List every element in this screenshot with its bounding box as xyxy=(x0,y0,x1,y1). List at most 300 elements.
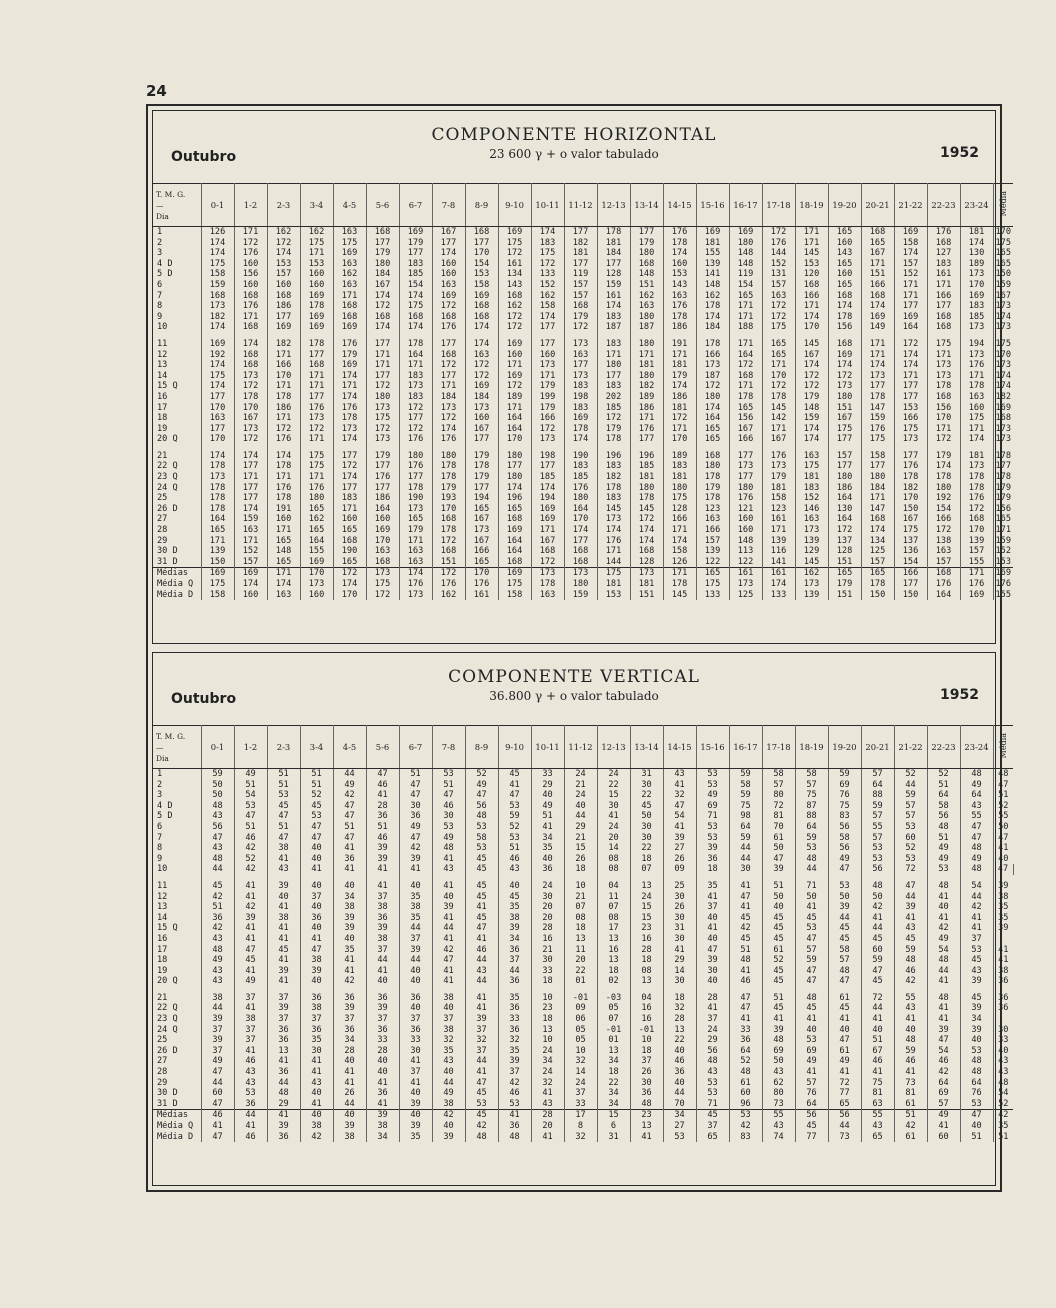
table-cell: 46 xyxy=(498,854,531,865)
table-cell: 183 xyxy=(564,461,597,472)
table-cell: 44 xyxy=(333,1099,366,1110)
table-row xyxy=(153,769,1013,780)
table-cell: 174 xyxy=(597,301,630,312)
table-cell: 174 xyxy=(663,248,696,259)
table-cell: 41 xyxy=(234,881,267,892)
table-cell: 189 xyxy=(663,451,696,462)
table-cell: 181 xyxy=(630,472,663,483)
table-cell: 168 xyxy=(498,291,531,302)
table-cell: 39 xyxy=(234,913,267,924)
table-cell: 163 xyxy=(795,451,828,462)
table-cell: 47 xyxy=(894,881,927,892)
table-cell: 37 xyxy=(366,1014,399,1025)
mean-cell: 55 xyxy=(762,1110,795,1121)
table-cell: 57 xyxy=(861,833,894,844)
table-cell: 53 xyxy=(960,945,993,956)
table-cell: 65 xyxy=(828,1099,861,1110)
table-cell: 171 xyxy=(333,381,366,392)
mean-cell: 40 xyxy=(432,1121,465,1132)
table-cell: 169 xyxy=(894,227,927,238)
table-cell: 42 xyxy=(498,1078,531,1089)
day-header-line: T. M. G. xyxy=(156,189,186,199)
hour-column-header: 10-11 xyxy=(531,184,564,227)
table-cell: 41 xyxy=(894,913,927,924)
table-cell: 173 xyxy=(465,403,498,414)
table-cell: 156 xyxy=(729,413,762,424)
table-cell: 139 xyxy=(960,536,993,547)
table-cell: 180 xyxy=(927,483,960,494)
table-cell: 166 xyxy=(894,413,927,424)
table-row xyxy=(153,1056,1013,1067)
mean-cell: 171 xyxy=(267,568,300,579)
table-cell: 47 xyxy=(828,976,861,987)
table-cell: 170 xyxy=(234,403,267,414)
mean-cell: 150 xyxy=(861,590,894,601)
table-cell: 47 xyxy=(333,811,366,822)
table-cell: 08 xyxy=(597,864,630,875)
table-cell: 160 xyxy=(960,403,993,414)
table-cell: 185 xyxy=(531,472,564,483)
table-cell: 53 xyxy=(696,780,729,791)
table-cell: 30 xyxy=(399,1046,432,1057)
mean-cell: 176 xyxy=(960,579,993,590)
table-cell: 48 xyxy=(201,854,234,865)
day-label: 24 Q xyxy=(153,1025,201,1036)
table-cell: 64 xyxy=(795,1099,828,1110)
table-cell: 191 xyxy=(267,504,300,515)
table-cell: 24 xyxy=(597,769,630,780)
table-row xyxy=(153,461,1013,472)
table-cell: 54 xyxy=(998,1088,1009,1099)
table-cell: 175 xyxy=(762,322,795,333)
table-cell: 177 xyxy=(399,413,432,424)
table-cell: 11 xyxy=(564,945,597,956)
table-cell: 64 xyxy=(729,822,762,833)
table-cell: 176 xyxy=(762,451,795,462)
table-cell: 158 xyxy=(465,280,498,291)
table-cell: 53 xyxy=(465,843,498,854)
table-row xyxy=(153,1099,1013,1110)
table-cell: 180 xyxy=(630,312,663,323)
mean-cell: 42 xyxy=(465,1121,498,1132)
table-cell: 42 xyxy=(432,945,465,956)
table-cell: 182 xyxy=(995,391,1012,402)
table-cell: 42 xyxy=(234,843,267,854)
table-cell: 44 xyxy=(267,1078,300,1089)
hour-column-header: 2-3 xyxy=(267,726,300,769)
table-cell: 174 xyxy=(696,403,729,414)
table-cell: 160 xyxy=(729,514,762,525)
table-cell: 174 xyxy=(333,392,366,403)
table-cell: 49 xyxy=(201,955,234,966)
table-cell: 53 xyxy=(894,854,927,865)
table-row xyxy=(153,892,1013,903)
table-cell: 40 xyxy=(498,881,531,892)
table-cell: 16 xyxy=(630,1014,663,1025)
table-cell: 41 xyxy=(828,1067,861,1078)
table-cell: 170 xyxy=(267,371,300,382)
table-cell: 180 xyxy=(597,360,630,371)
mean-cell: 8 xyxy=(564,1121,597,1132)
table-cell: 53 xyxy=(795,843,828,854)
mean-cell: 20 xyxy=(531,1121,564,1132)
table-cell: 184 xyxy=(432,392,465,403)
table-cell: 163 xyxy=(762,291,795,302)
table-cell: 14 xyxy=(564,1067,597,1078)
table-cell: 47 xyxy=(234,811,267,822)
table-cell: 172 xyxy=(498,248,531,259)
table-cell: 18 xyxy=(564,864,597,875)
table-cell: 157 xyxy=(234,557,267,568)
table-cell: 51 xyxy=(366,822,399,833)
table-cell: 39 xyxy=(960,976,993,987)
table-cell: 183 xyxy=(597,339,630,350)
day-column-header xyxy=(153,726,201,769)
horizontal-header xyxy=(153,111,995,183)
table-cell: 167 xyxy=(432,227,465,238)
table-cell: 41 xyxy=(399,1078,432,1089)
table-cell: 43 xyxy=(531,1099,564,1110)
table-cell: 53 xyxy=(828,881,861,892)
table-cell: 36 xyxy=(630,1088,663,1099)
table-cell: 64 xyxy=(861,780,894,791)
mean-cell: 170 xyxy=(465,568,498,579)
table-cell: 176 xyxy=(399,461,432,472)
table-cell: 172 xyxy=(762,381,795,392)
table-cell: 179 xyxy=(795,392,828,403)
table-cell: 168 xyxy=(498,514,531,525)
table-cell: 71 xyxy=(795,881,828,892)
mean-cell: 169 xyxy=(960,590,993,601)
table-cell: 39 xyxy=(333,913,366,924)
table-cell: 43 xyxy=(696,1067,729,1078)
table-cell: 48 xyxy=(894,1035,927,1046)
table-cell: 180 xyxy=(696,392,729,403)
table-cell: 177 xyxy=(234,483,267,494)
table-cell: 196 xyxy=(597,451,630,462)
table-cell: 59 xyxy=(894,945,927,956)
day-label: 6 xyxy=(153,280,201,291)
table-cell: 44 xyxy=(729,843,762,854)
hour-column-header: 17-18 xyxy=(762,726,795,769)
day-label: 29 xyxy=(153,536,201,547)
table-cell: 186 xyxy=(630,403,663,414)
table-cell: 33 xyxy=(366,1035,399,1046)
table-cell: 24 xyxy=(630,892,663,903)
table-row xyxy=(153,881,1013,892)
table-cell: 161 xyxy=(927,269,960,280)
table-cell: 15 xyxy=(597,790,630,801)
table-cell: 172 xyxy=(498,312,531,323)
table-cell: 173 xyxy=(995,301,1012,312)
day-label: 17 xyxy=(153,945,201,956)
table-cell: 186 xyxy=(828,483,861,494)
table-cell: 177 xyxy=(201,392,234,403)
table-cell: 175 xyxy=(300,461,333,472)
mean-cell: 161 xyxy=(762,568,795,579)
table-cell: 168 xyxy=(366,227,399,238)
table-cell: 43 xyxy=(465,966,498,977)
table-cell: 175 xyxy=(333,238,366,249)
day-label: 22 Q xyxy=(153,461,201,472)
table-cell: 173 xyxy=(960,461,993,472)
table-cell: 168 xyxy=(795,280,828,291)
table-cell: 170 xyxy=(663,434,696,445)
table-cell: 168 xyxy=(960,514,993,525)
table-cell: 151 xyxy=(828,557,861,568)
table-cell: 167 xyxy=(465,424,498,435)
table-cell: 176 xyxy=(300,403,333,414)
table-cell: 163 xyxy=(465,350,498,361)
table-cell: 178 xyxy=(995,472,1012,483)
mean-cell: 178 xyxy=(861,579,894,590)
table-cell: 199 xyxy=(531,392,564,403)
mean-cell: 41 xyxy=(531,1132,564,1143)
mean-cell: 169 xyxy=(201,568,234,579)
table-cell: 160 xyxy=(300,269,333,280)
table-cell: 46 xyxy=(366,833,399,844)
table-cell: 176 xyxy=(234,301,267,312)
day-label: 23 Q xyxy=(153,1014,201,1025)
table-cell: 07 xyxy=(597,1014,630,1025)
table-cell: 174 xyxy=(333,472,366,483)
table-cell: 38 xyxy=(267,913,300,924)
table-cell: 63 xyxy=(861,1099,894,1110)
table-cell: 166 xyxy=(861,280,894,291)
mean-cell: 176 xyxy=(995,579,1012,589)
table-cell: 55 xyxy=(894,993,927,1004)
day-label: 3 xyxy=(153,248,201,259)
table-cell: 179 xyxy=(995,482,1012,493)
table-cell: 40 xyxy=(300,881,333,892)
table-cell: 178 xyxy=(927,381,960,392)
table-cell: 05 xyxy=(564,1035,597,1046)
table-cell: 46 xyxy=(366,780,399,791)
table-cell: 40 xyxy=(432,1003,465,1014)
mean-cell: 77 xyxy=(795,1132,828,1143)
table-cell: 184 xyxy=(465,392,498,403)
table-cell: 30 xyxy=(399,801,432,812)
table-cell xyxy=(993,934,1013,945)
table-cell: 59 xyxy=(894,1046,927,1057)
table-cell: 168 xyxy=(498,557,531,568)
table-cell: 170 xyxy=(795,322,828,333)
table-cell: 180 xyxy=(498,451,531,462)
table-cell: 178 xyxy=(630,493,663,504)
table-cell: 48 xyxy=(795,993,828,1004)
mean-row xyxy=(153,579,1013,590)
table-cell: 40 xyxy=(333,1056,366,1067)
table-cell: 36 xyxy=(333,854,366,865)
table-cell: 165 xyxy=(828,259,861,270)
table-cell: 180 xyxy=(696,461,729,472)
mean-cell: 175 xyxy=(696,579,729,590)
table-cell: 167 xyxy=(729,424,762,435)
table-cell: 174 xyxy=(861,301,894,312)
table-cell: 67 xyxy=(861,1046,894,1057)
table-cell: 42 xyxy=(894,976,927,987)
table-cell: 53 xyxy=(696,833,729,844)
table-cell: 150 xyxy=(894,504,927,515)
table-cell: 149 xyxy=(861,322,894,333)
table-cell: 164 xyxy=(564,504,597,515)
table-cell: 172 xyxy=(663,413,696,424)
table-cell: 53 xyxy=(861,843,894,854)
table-cell: 57 xyxy=(894,811,927,822)
table-cell: 177 xyxy=(894,381,927,392)
table-cell: 175 xyxy=(399,301,432,312)
mean-column-header: Média xyxy=(998,191,1008,217)
table-cell: 167 xyxy=(795,350,828,361)
table-cell: 30 xyxy=(663,892,696,903)
table-cell: 45 xyxy=(234,955,267,966)
table-cell: 41 xyxy=(267,934,300,945)
mean-cell: 53 xyxy=(663,1132,696,1143)
table-cell: 48 xyxy=(762,1035,795,1046)
mean-cell: 32 xyxy=(564,1132,597,1143)
day-label: 13 xyxy=(153,360,201,371)
table-cell: 61 xyxy=(762,945,795,956)
table-cell: 43 xyxy=(300,1078,333,1089)
table-cell: 173 xyxy=(333,424,366,435)
table-cell: 75 xyxy=(795,790,828,801)
table-cell: 32 xyxy=(663,1003,696,1014)
table-cell: 64 xyxy=(927,1078,960,1089)
table-cell: 50 xyxy=(201,780,234,791)
table-cell: 40 xyxy=(696,976,729,987)
table-row xyxy=(153,483,1013,494)
table-cell: 175 xyxy=(300,451,333,462)
table-cell: 167 xyxy=(762,434,795,445)
table-cell: 47 xyxy=(762,854,795,865)
table-cell: 37 xyxy=(465,1046,498,1057)
table-cell: 172 xyxy=(564,322,597,333)
day-label: 2 xyxy=(153,238,201,249)
table-cell: 27 xyxy=(663,843,696,854)
table-cell: 177 xyxy=(366,339,399,350)
table-cell: 187 xyxy=(597,322,630,333)
table-cell: 30 xyxy=(998,1024,1009,1035)
table-cell: 159 xyxy=(995,279,1012,290)
table-cell: 72 xyxy=(762,801,795,812)
mean-cell: 37 xyxy=(696,1121,729,1132)
table-cell: 173 xyxy=(201,472,234,483)
table-cell: 171 xyxy=(267,381,300,392)
horizontal-month: Outubro xyxy=(171,149,237,165)
table-cell: 173 xyxy=(300,413,333,424)
table-cell: 07 xyxy=(630,864,663,875)
table-cell: 48 xyxy=(960,864,993,875)
table-cell: 174 xyxy=(960,238,993,249)
mean-cell: 174 xyxy=(762,579,795,590)
table-cell: 174 xyxy=(267,248,300,259)
table-cell: 47 xyxy=(729,1003,762,1014)
table-cell: 202 xyxy=(597,392,630,403)
table-cell: 41 xyxy=(300,1056,333,1067)
table-cell: 38 xyxy=(234,1014,267,1025)
table-cell: 160 xyxy=(663,259,696,270)
table-cell: 171 xyxy=(729,312,762,323)
table-cell: 165 xyxy=(729,291,762,302)
mean-cell: 51 xyxy=(960,1132,993,1143)
table-cell: 36 xyxy=(663,1067,696,1078)
table-cell: 54 xyxy=(927,1046,960,1057)
table-cell: 42 xyxy=(333,976,366,987)
table-cell: 172 xyxy=(531,259,564,270)
mean-cell: 172 xyxy=(366,590,399,601)
mean-cell: 74 xyxy=(762,1132,795,1143)
mean-column-header-cell xyxy=(993,184,1013,227)
table-cell: 178 xyxy=(267,392,300,403)
day-label: 13 xyxy=(153,902,201,913)
table-cell: 160 xyxy=(234,280,267,291)
table-cell: 176 xyxy=(894,461,927,472)
vertical-table xyxy=(153,725,1013,1142)
table-cell: 194 xyxy=(531,493,564,504)
table-cell: 171 xyxy=(861,259,894,270)
hour-column-header: 7-8 xyxy=(432,726,465,769)
table-cell: 174 xyxy=(795,434,828,445)
table-cell: 163 xyxy=(564,350,597,361)
mean-cell: 42 xyxy=(993,1110,1013,1121)
mean-cell: 44 xyxy=(234,1110,267,1121)
table-cell: 160 xyxy=(234,259,267,270)
table-cell: 174 xyxy=(663,381,696,392)
table-row xyxy=(153,451,1013,462)
table-cell: 170 xyxy=(995,349,1012,360)
table-cell: 183 xyxy=(564,381,597,392)
table-cell: 51 xyxy=(201,902,234,913)
table-cell: 175 xyxy=(201,259,234,270)
table-cell: 145 xyxy=(630,504,663,515)
table-cell: 150 xyxy=(201,557,234,568)
table-cell: 169 xyxy=(333,360,366,371)
table-cell: 58 xyxy=(795,769,828,780)
table-cell: 163 xyxy=(366,546,399,557)
table-cell: 44 xyxy=(663,1088,696,1099)
table-cell: 49 xyxy=(927,843,960,854)
table-cell: 88 xyxy=(861,790,894,801)
table-cell: 40 xyxy=(366,1056,399,1067)
table-cell: 44 xyxy=(861,1003,894,1014)
day-label: 17 xyxy=(153,403,201,414)
table-cell: 45 xyxy=(762,966,795,977)
hour-column-header: 13-14 xyxy=(630,726,663,769)
table-cell: 165 xyxy=(762,339,795,350)
table-cell: 29 xyxy=(531,780,564,791)
mean-cell: 35 xyxy=(998,1121,1009,1131)
table-row xyxy=(153,525,1013,536)
table-cell: 59 xyxy=(729,790,762,801)
table-cell: 182 xyxy=(201,312,234,323)
mean-cell: 172 xyxy=(432,568,465,579)
table-row xyxy=(153,291,1013,302)
table-cell: 176 xyxy=(399,434,432,445)
table-cell: 170 xyxy=(960,525,993,536)
mean-column-header-cell xyxy=(993,726,1013,769)
table-cell: 146 xyxy=(795,504,828,515)
table-cell: 51 xyxy=(998,790,1009,801)
table-cell: 168 xyxy=(432,350,465,361)
table-cell: 179 xyxy=(432,483,465,494)
table-cell: 41 xyxy=(267,955,300,966)
table-cell: 145 xyxy=(762,403,795,414)
table-cell: 60 xyxy=(894,833,927,844)
table-cell: 139 xyxy=(696,259,729,270)
table-cell: 45 xyxy=(498,769,531,780)
table-cell: 172 xyxy=(729,360,762,371)
table-cell: 48 xyxy=(630,1099,663,1110)
